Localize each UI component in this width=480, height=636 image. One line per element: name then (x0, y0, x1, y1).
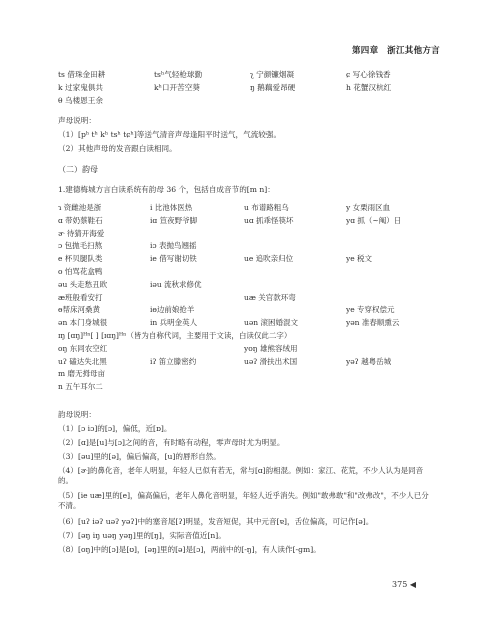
finals-note: （7）[əŋ iŋ uəŋ yəŋ]里的[ŋ]，实际音值近[n]。 (58, 531, 226, 540)
running-header: 第四章 浙江其他方言 (351, 46, 440, 56)
table-row (58, 254, 430, 267)
table-cell: ue 追吹亲归位 (244, 254, 294, 264)
table-cell: ɕ 写心徐钱香 (346, 70, 391, 79)
table-row (58, 229, 430, 242)
table-row (58, 241, 430, 254)
section-heading: （二）韵母 (58, 165, 98, 174)
table-cell: yən 准春顺熏云 (346, 318, 400, 328)
table-cell: iʔ 笛立滕密约 (150, 356, 197, 366)
table-cell: ʅ 宁颜镰烟凝 (250, 70, 295, 79)
table-cell: tsʰ气轻枪球勤 (154, 70, 203, 79)
table-row (58, 344, 430, 357)
finals-note: （1）[ɔ iɔ]的[ɔ]，偏低，近[ɒ]。 (58, 424, 172, 433)
table-cell: iəu 流秋求修优 (150, 279, 202, 289)
table-row (58, 70, 430, 83)
initials-note: （2）其他声母的发音跟白读相同。 (58, 144, 177, 153)
table-cell: ɔ 包抛毛扫熬 (58, 241, 103, 251)
table-row (58, 318, 430, 331)
table-cell: m 磨无拇母亩 (58, 369, 105, 379)
page-number: 375 ◀ (392, 580, 416, 589)
finals-table (58, 203, 430, 395)
table-cell: ts 借珠金田耕 (58, 70, 106, 79)
initials-table (58, 70, 430, 109)
table-row (58, 203, 430, 216)
initials-notes-heading: 声母说明： (58, 116, 96, 125)
table-row (58, 216, 430, 229)
initials-note: （1）[pʰ tʰ kʰ tsʰ tɕʰ]等送气清音声母逢阳平时送气，气流较强。 (58, 130, 282, 139)
table-cell: uʔ 磕达失北黑 (58, 356, 107, 366)
finals-intro: 1.建德梅城方言白读系统有韵母 36 个，包括自成音节的[m n]： (58, 185, 275, 194)
table-cell: yəʔ 越粤岳城 (346, 356, 392, 366)
finals-note: （3）[əu]里的[ə]，偏后偏高，[u]的唇形自然。 (58, 452, 221, 461)
table-cell: u 布谱路粗乌 (244, 203, 289, 212)
table-cell: i 比池体医热 (150, 203, 193, 212)
table-cell: ɚ 待猜开海爱 (58, 228, 105, 238)
table-row (58, 280, 430, 293)
finals-note: （5）[ie uæ]里的[e]，偏高偏后，老年人鼻化音明显，年轻人近乎消失。例如"敢弗敢"和"改弗改"，不少人已分不清。 (58, 491, 429, 510)
table-cell: ɪŋ [ɑŋ]ᴴⁿ[ ] [ɪɑŋ]ᴴⁿ（皆为自称代词，主要用于文读，白读仅此二字） (58, 330, 292, 340)
table-cell: uəʔ 滑扶出术国 (244, 356, 298, 366)
table-cell: ŋ 鹅藕爱昂硬 (250, 83, 296, 92)
table-cell: ye 税文 (346, 254, 373, 264)
table-cell: ən 本门身城很 (58, 318, 108, 328)
table-cell: oŋ 东同农空红 (58, 343, 108, 353)
finals-notes-heading: 韵母说明： (58, 410, 96, 419)
table-cell: ye 专穿权偿元 (346, 305, 395, 315)
table-cell: ɵ帮床河桑黄 (58, 305, 101, 315)
table-cell: ɑ 带奶蔡鞋石 (58, 215, 103, 225)
finals-note: （4）[ɚ]的鼻化音，老年人明显，年轻人已似有若无，常与[ɑ]韵相混。例如：家江、花荒，不少人认为是同音的。 (58, 466, 424, 485)
table-cell: kʰ口开苦空葵 (154, 83, 200, 92)
table-row (58, 382, 430, 395)
table-cell: in 兵明金英人 (150, 318, 198, 328)
table-row (58, 267, 430, 280)
table-cell: æ班般看安打 (58, 292, 103, 302)
table-cell: θ 乌楼恩王余 (58, 96, 103, 105)
table-cell: uɑ 抓乖怪筷坏 (244, 215, 294, 225)
table-cell: uæ 关官款环弯 (244, 292, 296, 302)
finals-note: （8）[oŋ]中的[ɔ]是[ʊ]，[əŋ]里的[ə]是[ɔ]，两前中的[-ŋ]，有人读作[-ɡm]。 (58, 545, 321, 554)
table-cell: yɑ 抓（~阄）日 (346, 215, 402, 225)
table-cell: iɵ边前娘抢羊 (150, 305, 195, 315)
table-cell: n 五午耳尔二 (58, 382, 103, 392)
table-row (58, 305, 430, 318)
table-row (58, 331, 430, 344)
table-cell: k 过家鬼俱共 (58, 83, 103, 92)
table-cell: yoŋ 雄熊容绒用 (244, 343, 298, 353)
finals-note: （2）[ɑ]是[u]与[ɔ]之间的音，有时略有动程，零声母时尤为明显。 (58, 438, 285, 447)
table-row (58, 369, 430, 382)
table-row (58, 96, 430, 109)
table-cell: o 怕骂花盒鸭 (58, 266, 103, 276)
table-row (58, 83, 430, 96)
table-row (58, 357, 430, 370)
table-cell: ie 借写谢切铁 (150, 254, 197, 264)
table-cell: uən 滚困婚混文 (244, 318, 298, 328)
table-cell: ɿ 资雌池是浙 (58, 203, 102, 212)
table-cell: e 杯贝腿队类 (58, 254, 103, 264)
table-cell: iɑ 笪夜野爷脚 (150, 215, 198, 225)
table-cell: y 女栗雨区血 (346, 203, 391, 212)
table-cell: iɔ 表抛鸟翘摇 (150, 241, 197, 251)
table-row (58, 293, 430, 306)
table-cell: əu 头走愁丑欧 (58, 279, 108, 289)
table-cell: h 花蟹汉杭红 (346, 83, 392, 92)
finals-note: （6）[uʔ iəʔ uəʔ yəʔ]中的塞音尾[ʔ]明显，发音短促，其中元音[ɐ]，舌位偏高，可记作[ə]。 (58, 517, 374, 526)
